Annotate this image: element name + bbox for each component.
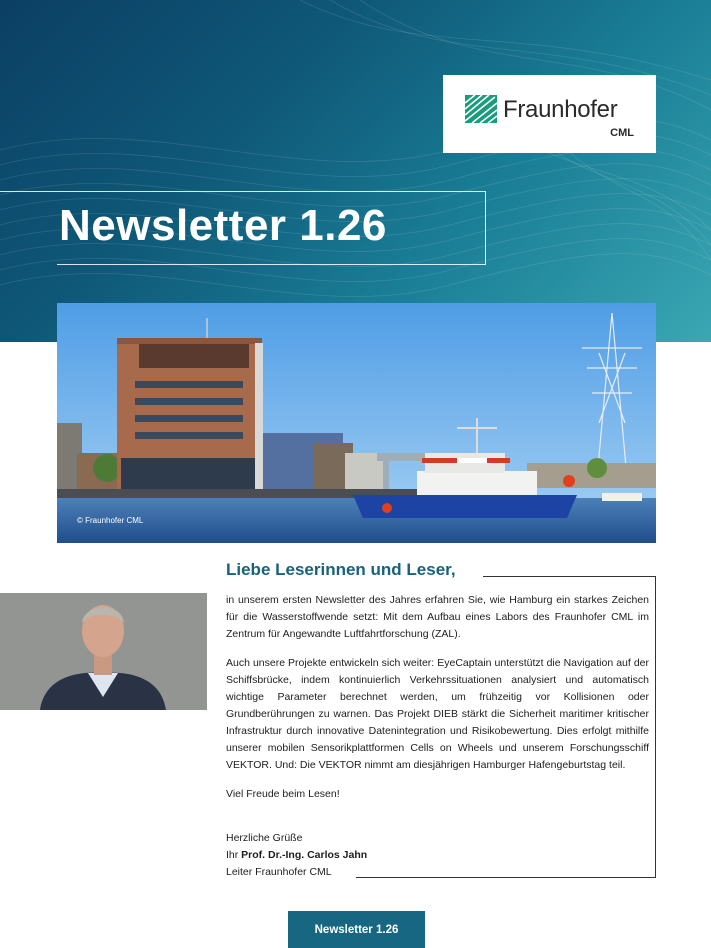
- editorial-greeting: Liebe Leserinnen und Leser,: [226, 560, 456, 579]
- editorial-paragraph: Viel Freude beim Lesen!: [226, 788, 340, 800]
- brand-unit: CML: [610, 127, 634, 139]
- signature-name: Prof. Dr.-Ing. Carlos Jahn: [241, 849, 368, 861]
- newsletter-badge: Newsletter 1.26: [288, 911, 425, 948]
- photo-credit: © Fraunhofer CML: [77, 516, 144, 525]
- signature-role: Leiter Fraunhofer CML: [226, 866, 332, 878]
- editorial-body: [226, 592, 649, 815]
- text-frame-bottom-rule: [356, 877, 656, 878]
- portrait-illustration: [0, 593, 207, 710]
- harbour-illustration: [57, 303, 656, 543]
- signature-line: [226, 849, 367, 861]
- page-title: Newsletter 1.26: [59, 201, 387, 250]
- title-rule: [0, 191, 57, 192]
- signature-prefix: Ihr: [226, 849, 242, 861]
- closing-line: Herzliche Grüße: [226, 832, 303, 844]
- fraunhofer-logo: [443, 75, 656, 153]
- harbour-photo: [57, 303, 656, 543]
- header-banner: [0, 0, 711, 342]
- editorial-paragraph: in unserem ersten Newsletter des Jahres erfahren Sie, wie Hamburg ein starkes Zeichen für die Wasserstoffwende setzt: Mit dem Aufbau eines Labors des Fraunhofer CML im Zentrum für Angewandte Luftfahrtforschung (ZAL).: [226, 594, 649, 640]
- fraunhofer-logo-mark-icon: [465, 95, 497, 123]
- author-portrait: [0, 593, 207, 710]
- wave-pattern: [0, 0, 711, 342]
- brand-name: Fraunhofer: [503, 96, 618, 123]
- editorial-paragraph: Auch unsere Projekte entwickeln sich weiter: EyeCaptain unterstützt die Navigation auf der Schiffsbrücke, indem kontinuierlich Verkehrssituationen analysiert und automatisch wichtige Parameter berechnet werden, um frühzeitig vor Kollisionen oder Grundberührungen zu warnen. Das Projekt DIEB stärkt die Sicherheit maritimer kritischer Infrastruktur durch innovative Datenintegration und Risikobewertung. Dies erfolgt mithilfe unserer mobilen Sensorikplattformen Cells on Wheels und unserem Forschungsschiff VEKTOR. Und: Die VEKTOR nimmt am diesjährigen Hamburger Hafengeburtstag teil.: [226, 657, 649, 771]
